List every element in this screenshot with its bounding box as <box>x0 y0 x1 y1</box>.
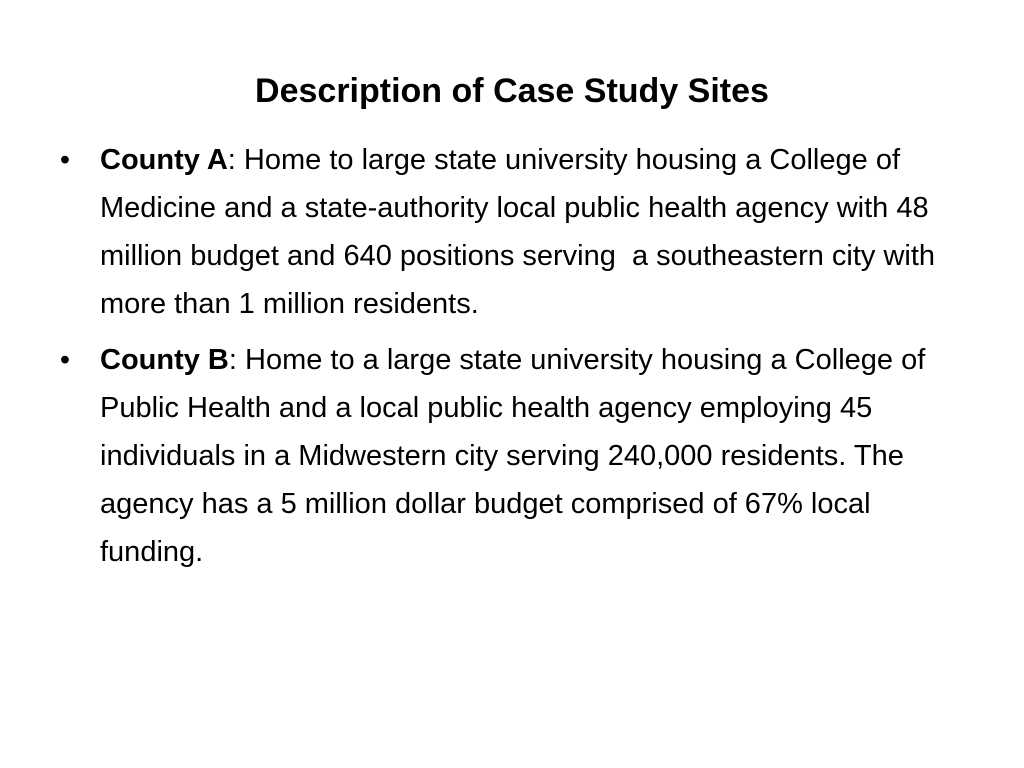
bullet-text-county-b: Home to a large state university housing a College of Public Health and a local public health agency employing 45 individuals in a Midwestern city serving 240,000 residents. The agency has a 5 million dollar budget comprised of 67% local funding. <box>100 344 934 568</box>
slide-title: Description of Case Study Sites <box>255 72 769 110</box>
bullet-lead-county-b: County B <box>100 344 229 376</box>
bullet-item-county-b <box>59 336 980 576</box>
bullet-separator: : <box>227 144 236 176</box>
bullet-item-county-a <box>59 136 980 328</box>
bullet-text-county-a: Home to large state university housing a College of Medicine and a state-authority local public health agency with 48 million budget and 640 positions serving a southeastern city with more than 1 million residents. <box>100 144 944 320</box>
bullet-marker: • <box>59 344 71 376</box>
bullet-marker: • <box>59 144 71 176</box>
bullet-list <box>59 136 980 584</box>
bullet-lead-county-a: County A <box>100 144 228 176</box>
bullet-separator: : <box>228 344 237 376</box>
